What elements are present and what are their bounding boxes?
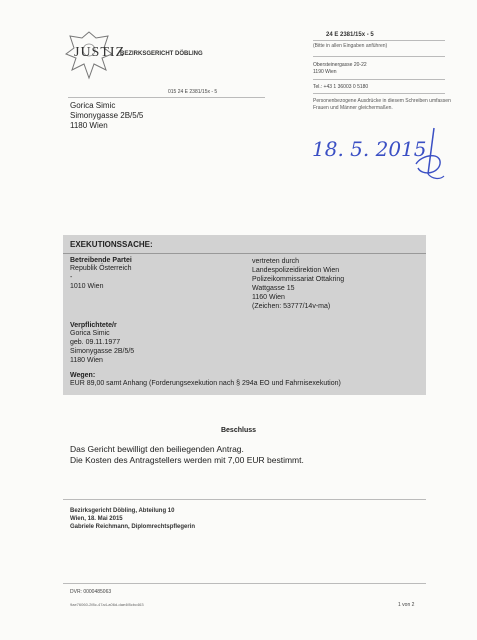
gender-note: Personenbezogene Ausdrücke in diesem Schreiben umfassen Frauen und Männer gleichermaßen. [313, 98, 451, 111]
representative-city: 1160 Wien [252, 294, 285, 301]
recipient-name: Gorica Simic [70, 101, 116, 110]
creditor-label: Betreibende Partei [70, 257, 132, 264]
court-name: BEZIRKSGERICHT DÖBLING [120, 51, 203, 57]
decision-title: Beschluss [220, 427, 257, 434]
decision-line-1: Das Gericht bewilligt den beiliegenden Antrag. [70, 444, 244, 454]
signature-block [70, 507, 195, 531]
page-counter: 1 von 2 [398, 602, 415, 608]
representative-org: Landespolizeidirektion Wien [252, 267, 340, 274]
divider [313, 40, 445, 41]
creditor-dash: - [70, 274, 73, 281]
debtor-block [70, 322, 134, 365]
recipient-address [70, 101, 143, 131]
signature-court: Bezirksgericht Döbling, Abteilung 10 [70, 508, 175, 514]
representative-intro: vertreten durch [252, 258, 300, 265]
creditor-block [70, 257, 132, 291]
signature-officer: Gabriele Reichmann, Diplomrechtspflegerin [70, 524, 196, 530]
divider [63, 583, 426, 584]
decision-line-2: Die Kosten des Antragstellers werden mit 7,00 EUR bestimmt. [70, 455, 304, 465]
reason-text: EUR 89,00 samt Anhang (Forderungsexekution nach § 294a EO und Fahrnisexekution) [70, 380, 341, 387]
creditor-name: Republik Österreich [70, 265, 132, 272]
debtor-street: Simonygasse 2B/5/5 [70, 348, 135, 355]
recipient-street: Simonygasse 2B/5/5 [70, 111, 144, 120]
debtor-city: 1180 Wien [70, 357, 103, 364]
decision-text [70, 444, 304, 466]
signature-date: Wien, 18. Mai 2015 [70, 516, 123, 522]
case-type-title: EXEKUTIONSSACHE: [70, 240, 153, 249]
representative-street: Wattgasse 15 [252, 285, 295, 292]
debtor-birthdate: geb. 09.11.1977 [70, 339, 121, 346]
representative-block [252, 257, 344, 311]
court-address-city: 1190 Wien [313, 69, 337, 75]
creditor-city: 1010 Wien [70, 283, 104, 290]
divider [68, 97, 265, 98]
representative-office: Polizeikommissariat Ottakring [252, 276, 345, 283]
handwritten-date-text: 18. 5. 2015 [312, 137, 427, 161]
divider [313, 93, 445, 94]
divider [313, 79, 445, 80]
court-address-street: Obersteinergasse 20-22 [313, 62, 367, 68]
reference-note: (Bitte in allen Eingaben anführen) [313, 43, 388, 49]
document-hash: 9ae76060-2f8c-47a4-a06d-dae4f8cbc463 [70, 602, 144, 607]
recipient-reference: 015 24 E 2381/15x - 5 [168, 89, 218, 95]
court-telephone: Tel.: +43 1 36003 0 5180 [313, 84, 369, 90]
divider [313, 56, 445, 57]
case-reference: 24 E 2381/15x - 5 [326, 32, 374, 38]
representative-ref: (Zeichen: 53777/14v-ma) [252, 303, 331, 310]
handwritten-receipt-date [282, 124, 452, 184]
recipient-city: 1180 Wien [70, 121, 108, 130]
debtor-name: Gorica Simic [70, 330, 110, 337]
debtor-label: Verpflichtete/r [70, 322, 117, 329]
divider [63, 499, 426, 500]
reason-label: Wegen: [70, 372, 96, 379]
justiz-wordmark: JUSTIZ [74, 45, 126, 60]
reason-block [70, 372, 341, 388]
divider [63, 253, 426, 254]
dvr-number: DVR: 0000485063 [70, 589, 112, 595]
